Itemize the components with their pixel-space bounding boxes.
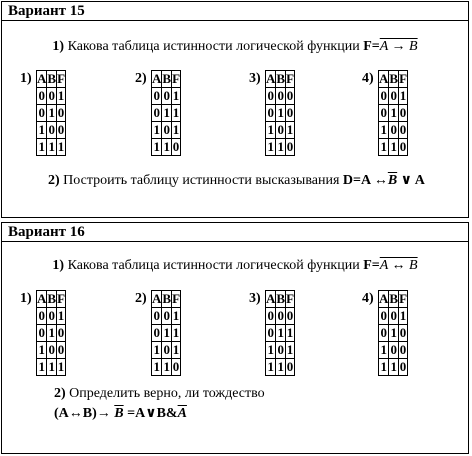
cell: 0 — [153, 105, 160, 120]
cell: 1 — [48, 139, 55, 154]
cell: 0 — [48, 308, 55, 323]
cell: 1 — [267, 359, 274, 374]
cell: 1 — [390, 139, 397, 154]
cell: 1 — [38, 359, 45, 374]
header-cell: F — [286, 291, 295, 306]
cell: 0 — [48, 342, 55, 357]
cell: 1 — [163, 105, 170, 120]
cell: 1 — [38, 122, 45, 137]
header-cell: B — [276, 71, 286, 86]
option-number: 1) — [20, 71, 32, 86]
expression-part: ∨ A — [397, 173, 425, 188]
cell: 0 — [153, 88, 160, 103]
cell: 1 — [380, 122, 387, 137]
question-2 — [48, 172, 425, 189]
cell: 1 — [277, 359, 284, 374]
cell: 0 — [286, 359, 294, 374]
question-number: 1) — [52, 39, 65, 54]
cell: 1 — [163, 139, 170, 154]
cell: 1 — [380, 359, 387, 374]
cell: 0 — [163, 308, 170, 323]
cell: 0 — [277, 342, 284, 357]
cell: 1 — [172, 325, 180, 340]
cell: 0 — [267, 308, 274, 323]
cell: 0 — [390, 342, 397, 357]
cell: 0 — [38, 308, 45, 323]
cell: 1 — [286, 325, 294, 340]
option-number: 2) — [135, 291, 147, 306]
truth-tables — [2, 70, 468, 156]
cell: 0 — [286, 105, 294, 120]
cell: 0 — [38, 88, 45, 103]
header-cell: B — [389, 71, 399, 86]
question-text: Построить таблицу истинности высказывания — [63, 173, 340, 188]
cell: 1 — [48, 325, 55, 340]
cell: 1 — [172, 105, 180, 120]
truth-table — [151, 290, 181, 376]
identity-expression — [54, 405, 187, 422]
function-prefix: F= — [363, 39, 380, 54]
header-cell: B — [162, 71, 172, 86]
cell: 0 — [57, 122, 65, 137]
cell: 0 — [57, 105, 65, 120]
truth-table — [378, 70, 408, 156]
cell: 1 — [390, 359, 397, 374]
cell: 0 — [38, 105, 45, 120]
cell: 0 — [57, 342, 65, 357]
question-number: 2) — [48, 173, 60, 188]
cell: 0 — [390, 122, 397, 137]
cell: 1 — [267, 139, 274, 154]
header-cell: F — [286, 71, 295, 86]
option-number: 3) — [249, 71, 261, 86]
cell: 1 — [390, 325, 397, 340]
truth-table — [36, 290, 66, 376]
question-number: 2) — [54, 386, 66, 401]
cell: 0 — [48, 122, 55, 137]
header-cell: B — [389, 291, 399, 306]
variant-title: Вариант 16 — [2, 223, 468, 242]
question-1 — [2, 39, 468, 55]
cell: 0 — [399, 325, 407, 340]
header-cell: A — [37, 291, 47, 306]
expression-negated: $\overline{B}$ — [387, 173, 398, 188]
header-cell: B — [276, 291, 286, 306]
cell: 1 — [286, 342, 294, 357]
cell: 1 — [267, 342, 274, 357]
function-expression: A ↔ B — [379, 258, 418, 273]
variant-title: Вариант 15 — [2, 2, 468, 21]
cell: 0 — [399, 122, 407, 137]
cell: 1 — [267, 122, 274, 137]
cell: 0 — [390, 88, 397, 103]
cell: 1 — [172, 88, 180, 103]
header-cell: F — [399, 71, 408, 86]
truth-table — [151, 70, 181, 156]
variant-15-block — [1, 1, 469, 218]
truth-table — [378, 290, 408, 376]
header-cell: F — [57, 71, 66, 86]
expression-negated: $\overline{B}$ — [114, 406, 124, 421]
function-expression: A → B — [379, 39, 418, 54]
cell: 1 — [48, 105, 55, 120]
cell: 0 — [399, 139, 407, 154]
question-text: Какова таблица истинности логической функции — [67, 39, 360, 54]
expression-part: =A∨B& — [123, 406, 178, 421]
cell: 1 — [277, 105, 284, 120]
cell: 1 — [57, 139, 65, 154]
cell: 1 — [172, 308, 180, 323]
header-cell: A — [152, 291, 162, 306]
option-number: 2) — [135, 71, 147, 86]
expression-negated: $\overline{A}$ — [177, 406, 187, 421]
question-number: 1) — [52, 258, 65, 273]
question-1 — [2, 258, 468, 274]
header-cell: A — [37, 71, 47, 86]
cell: 1 — [38, 139, 45, 154]
cell: 0 — [48, 88, 55, 103]
cell: 0 — [163, 342, 170, 357]
cell: 1 — [380, 139, 387, 154]
cell: 0 — [267, 325, 274, 340]
cell: 1 — [163, 359, 170, 374]
variant-16-block — [1, 222, 469, 454]
header-cell: F — [399, 291, 408, 306]
header-cell: A — [152, 71, 162, 86]
truth-table — [36, 70, 66, 156]
cell: 0 — [380, 88, 387, 103]
header-cell: B — [47, 291, 57, 306]
cell: 1 — [57, 88, 65, 103]
cell: 1 — [390, 105, 397, 120]
cell: 0 — [172, 139, 180, 154]
option-number: 4) — [362, 71, 374, 86]
cell: 1 — [48, 359, 55, 374]
truth-table — [265, 290, 295, 376]
option-number: 1) — [20, 291, 32, 306]
cell: 1 — [286, 122, 294, 137]
cell: 0 — [380, 105, 387, 120]
question-2 — [54, 386, 265, 402]
expression-part: (A↔B)→ — [54, 406, 111, 421]
cell: 0 — [277, 88, 284, 103]
cell: 0 — [399, 342, 407, 357]
cell: 1 — [277, 139, 284, 154]
header-cell: F — [172, 291, 181, 306]
header-cell: A — [266, 71, 276, 86]
cell: 0 — [38, 325, 45, 340]
header-cell: A — [379, 71, 389, 86]
cell: 0 — [390, 308, 397, 323]
header-cell: F — [57, 291, 66, 306]
cell: 0 — [57, 325, 65, 340]
header-cell: A — [379, 291, 389, 306]
cell: 1 — [57, 359, 65, 374]
cell: 1 — [153, 359, 160, 374]
cell: 1 — [57, 308, 65, 323]
cell: 0 — [267, 88, 274, 103]
cell: 0 — [286, 88, 294, 103]
cell: 1 — [172, 342, 180, 357]
cell: 0 — [153, 308, 160, 323]
cell: 0 — [163, 122, 170, 137]
header-cell: B — [47, 71, 57, 86]
cell: 0 — [380, 325, 387, 340]
cell: 1 — [172, 122, 180, 137]
header-cell: F — [172, 71, 181, 86]
cell: 0 — [399, 359, 407, 374]
expression-part: D=A ↔ — [342, 173, 388, 188]
cell: 0 — [277, 122, 284, 137]
truth-table — [265, 70, 295, 156]
cell: 0 — [380, 308, 387, 323]
question-text: Какова таблица истинности логической функции — [67, 258, 360, 273]
cell: 0 — [399, 105, 407, 120]
function-prefix: F= — [363, 258, 380, 273]
cell: 1 — [399, 88, 407, 103]
option-number: 3) — [249, 291, 261, 306]
cell: 0 — [286, 308, 294, 323]
question-text: Определить верно, ли тождество — [69, 386, 265, 401]
truth-tables — [2, 290, 468, 376]
cell: 1 — [38, 342, 45, 357]
header-cell: A — [266, 291, 276, 306]
cell: 1 — [153, 139, 160, 154]
cell: 0 — [286, 139, 294, 154]
header-cell: B — [162, 291, 172, 306]
cell: 0 — [153, 325, 160, 340]
cell: 1 — [153, 122, 160, 137]
cell: 1 — [399, 308, 407, 323]
cell: 0 — [163, 88, 170, 103]
option-number: 4) — [362, 291, 374, 306]
cell: 1 — [380, 342, 387, 357]
cell: 1 — [153, 342, 160, 357]
cell: 0 — [172, 359, 180, 374]
cell: 0 — [277, 308, 284, 323]
cell: 0 — [267, 105, 274, 120]
cell: 1 — [163, 325, 170, 340]
cell: 1 — [277, 325, 284, 340]
